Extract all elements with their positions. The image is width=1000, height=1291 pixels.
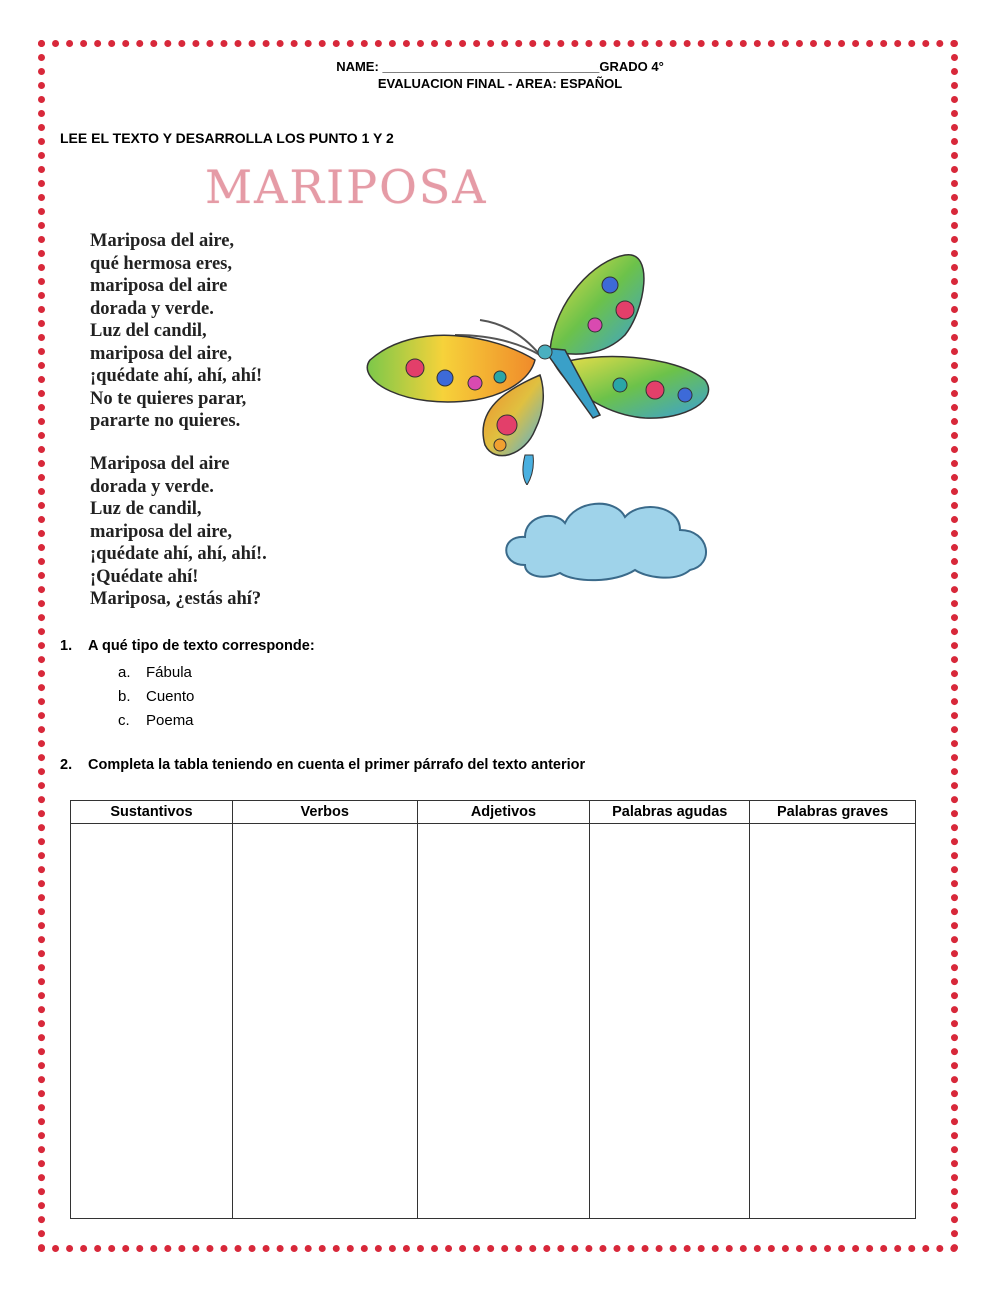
option-letter: c. — [118, 712, 130, 729]
name-blank: ______________________________ — [382, 59, 600, 74]
option-letter: a. — [118, 664, 131, 681]
question-2 — [60, 757, 585, 773]
header-adjetivos: Adjetivos — [417, 801, 590, 824]
answer-cell-palabras-graves[interactable] — [750, 824, 916, 1219]
poem-stanza-1 — [90, 230, 262, 433]
poem-line: Luz de candil, — [90, 499, 202, 519]
question-1-options — [118, 661, 194, 733]
table-row — [71, 824, 916, 1219]
header-palabras-graves: Palabras graves — [750, 801, 916, 824]
poem-line: ¡quédate ahí, ahí, ahí!. — [90, 544, 267, 564]
header-sustantivos: Sustantivos — [71, 801, 233, 824]
poem-line: mariposa del aire, — [90, 343, 232, 364]
option-letter: b. — [118, 688, 131, 705]
poem-line: pararte no quieres. — [90, 411, 241, 431]
poem-line: Mariposa, ¿estás ahí? — [90, 589, 262, 609]
answer-table — [70, 800, 916, 1219]
poem-title: MARIPOSA — [205, 160, 488, 214]
instruction-text: LEE EL TEXTO Y DESARROLLA LOS PUNTO 1 Y 2 — [60, 130, 394, 146]
header-verbos: Verbos — [232, 801, 417, 824]
option-b[interactable] — [118, 685, 194, 709]
header-palabras-agudas: Palabras agudas — [590, 801, 750, 824]
option-text: Fábula — [146, 664, 192, 681]
question-2-number: 2. — [60, 757, 73, 773]
poem-line: Luz del candil, — [90, 321, 207, 341]
answer-cell-verbos[interactable] — [232, 824, 417, 1219]
header-name-line — [0, 59, 1000, 74]
poem-line: No te quieres parar, — [90, 388, 247, 409]
poem-line: Mariposa del aire — [90, 454, 230, 474]
cloud-illustration — [495, 485, 720, 585]
poem-line: mariposa del aire, — [90, 521, 232, 542]
answer-cell-adjetivos[interactable] — [417, 824, 590, 1219]
question-2-text: Completa la tabla teniendo en cuenta el primer párrafo del texto anterior — [88, 757, 586, 773]
question-1-number: 1. — [60, 638, 73, 654]
answer-cell-palabras-agudas[interactable] — [590, 824, 750, 1219]
option-text: Poema — [146, 712, 194, 729]
poem-stanza-2 — [90, 453, 267, 611]
exam-subtitle: EVALUACION FINAL - AREA: ESPAÑOL — [377, 76, 623, 91]
table-header-row — [71, 801, 916, 824]
option-text: Cuento — [146, 688, 195, 705]
poem-line: dorada y verde. — [90, 476, 214, 497]
poem-line: Mariposa del aire, — [90, 231, 235, 251]
poem-line: ¡Quédate ahí! — [90, 566, 199, 587]
option-a[interactable] — [118, 661, 194, 685]
poem-line: ¡quédate ahí, ahí, ahí! — [90, 366, 263, 386]
option-c[interactable] — [118, 709, 194, 733]
poem-line: dorada y verde. — [90, 298, 214, 319]
answer-cell-sustantivos[interactable] — [71, 824, 233, 1219]
poem-line: mariposa del aire — [90, 276, 228, 296]
question-1-text: A qué tipo de texto corresponde: — [88, 638, 315, 654]
question-1 — [60, 638, 315, 654]
poem-line: qué hermosa eres, — [90, 253, 232, 274]
name-label: NAME: — [336, 59, 379, 74]
butterfly-illustration — [355, 240, 725, 485]
grade-label: GRADO 4° — [599, 59, 664, 74]
